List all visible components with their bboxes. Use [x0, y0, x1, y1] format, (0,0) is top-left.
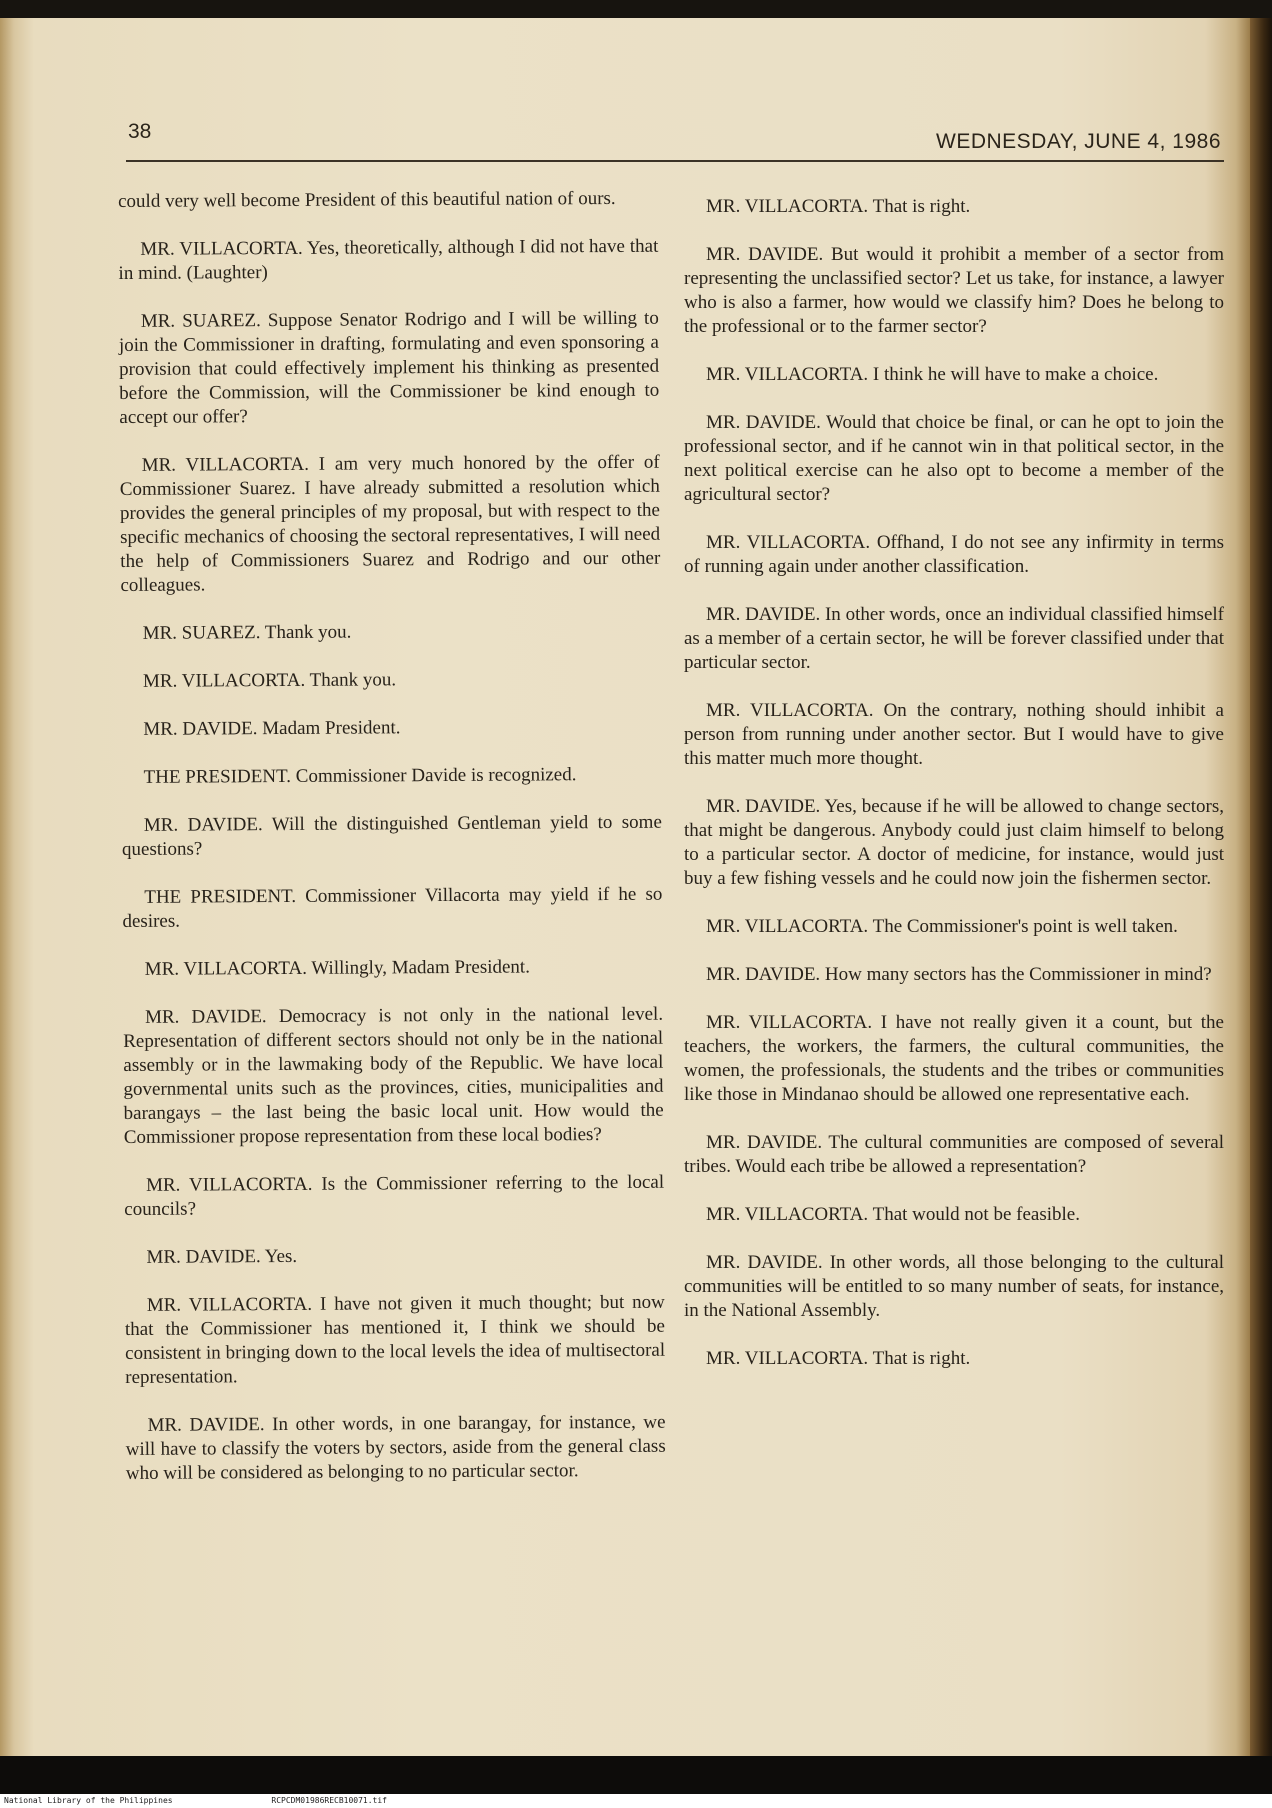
- paragraph: MR. VILLACORTA. Yes, theoretically, although I did not have that in mind. (Laughter): [118, 235, 659, 284]
- paragraph: MR. DAVIDE. Madam President.: [143, 717, 401, 740]
- header-rule: [126, 160, 1224, 162]
- paragraph: MR. VILLACORTA. Thank you.: [142, 669, 397, 692]
- paragraph: MR. VILLACORTA. That is right.: [706, 196, 971, 217]
- paragraph: MR. VILLACORTA. Is the Commissioner referring to the local councils?: [124, 1171, 665, 1220]
- page-date-header: WEDNESDAY, JUNE 4, 1986: [936, 130, 1221, 153]
- paragraph: MR. VILLACORTA. Offhand, I do not see any infirmity in terms of running again under another classification.: [684, 532, 1224, 577]
- page-number: 38: [128, 120, 152, 143]
- paragraph: MR. DAVIDE. Democracy is not only in the national level. Representation of different sectors should not only be in the national assembly or in the lawmaking body of the Republic. We have local governmental units such as the provinces, cities, municipalities and barangays – the last being the basic local unit. How would the Commissioner propose representation from these local bodies?: [123, 1003, 664, 1148]
- paragraph: MR. DAVIDE. Would that choice be final, or can he opt to join the professional sector, and if he cannot win in that political sector, in the next political exercise can he also opt to become a member of the agricultural sector?: [684, 412, 1224, 505]
- paragraph: MR. DAVIDE. Yes.: [146, 1245, 298, 1268]
- paragraph: MR. VILLACORTA. That would not be feasible.: [706, 1204, 1080, 1225]
- paragraph: MR. DAVIDE. Will the distinguished Gentleman yield to some questions?: [121, 811, 662, 860]
- paragraph: THE PRESIDENT. Commissioner Villacorta may yield if he so desires.: [122, 883, 663, 932]
- paragraph: MR. DAVIDE. Yes, because if he will be allowed to change sectors, that might be dangerous. Anybody could just claim himself to belong to a particular sector. A doctor of medicine, for instance, would just buy a few fishing vessels and he could now join the fishermen sector.: [684, 796, 1224, 889]
- paragraph: MR. VILLACORTA. On the contrary, nothing should inhibit a person from running under another sector. But I would have to give this matter much more thought.: [684, 700, 1224, 769]
- scan-top-border: [0, 0, 1272, 18]
- paragraph: MR. SUAREZ. Suppose Senator Rodrigo and I will be willing to join the Commissioner in drafting, formulating and even sponsoring a provision that could effectively implement his thinking as presented before the Commission, will the Commissioner be kind enough to accept our offer?: [118, 307, 660, 428]
- scan-filename: RCPCDM01986RECB10071.tif: [271, 1796, 387, 1805]
- paragraph: MR. VILLACORTA. Willingly, Madam President.: [144, 956, 531, 980]
- paragraph: MR. VILLACORTA. I have not really given it a count, but the teachers, the workers, the farmers, the cultural communities, the women, the professionals, the students and the tribes or communities like those in Mindanao should be allowed one representative each.: [684, 1012, 1224, 1105]
- paragraph: MR. VILLACORTA. I think he will have to make a choice.: [706, 364, 1159, 385]
- paragraph: MR. VILLACORTA. The Commissioner's point is well taken.: [706, 916, 1178, 937]
- paragraph: MR. VILLACORTA. That is right.: [706, 1348, 971, 1369]
- paragraph: MR. DAVIDE. In other words, once an individual classified himself as a member of a certain sector, he will be forever classified under that particular sector.: [684, 604, 1224, 673]
- paragraph: MR. SUAREZ. Thank you.: [142, 621, 352, 644]
- paragraph: could very well become President of this beautiful nation of ours.: [118, 187, 616, 212]
- scan-footer-strip: [0, 1794, 1272, 1808]
- paragraph: MR. DAVIDE. The cultural communities are composed of several tribes. Would each tribe be allowed a representation?: [684, 1132, 1224, 1177]
- right-column: [684, 195, 1224, 1395]
- paragraph: THE PRESIDENT. Commissioner Davide is recognized.: [143, 764, 577, 788]
- paragraph: MR. DAVIDE. How many sectors has the Commissioner in mind?: [706, 964, 1212, 985]
- page-right-edge: [1250, 18, 1272, 1756]
- paragraph: MR. DAVIDE. In other words, all those belonging to the cultural communities will be entitled to so many number of seats, for instance, in the National Assembly.: [684, 1252, 1224, 1321]
- library-credit: National Library of the Philippines: [4, 1796, 173, 1805]
- left-column: [118, 187, 666, 1510]
- paragraph: MR. DAVIDE. In other words, in one barangay, for instance, we will have to classify the voters by sectors, aside from the general class who will be considered as belonging to no particular sector.: [125, 1411, 666, 1484]
- paragraph: MR. VILLACORTA. I have not given it much thought; but now that the Commissioner has mentioned it, I think we should be consistent in bringing down to the local levels the idea of multisectoral representation.: [124, 1291, 666, 1388]
- paragraph: MR. VILLACORTA. I am very much honored by the offer of Commissioner Suarez. I have already submitted a resolution which provides the general principles of my proposal, but with respect to the specific mechanics of choosing the sectoral representatives, I will need the help of Commissioners Suarez and Rodrigo and our other colleagues.: [119, 451, 661, 596]
- paragraph: MR. DAVIDE. But would it prohibit a member of a sector from representing the unclassified sector? Let us take, for instance, a lawyer who is also a farmer, how would we classify him? Does he belong to the professional or to the farmer sector?: [684, 244, 1224, 337]
